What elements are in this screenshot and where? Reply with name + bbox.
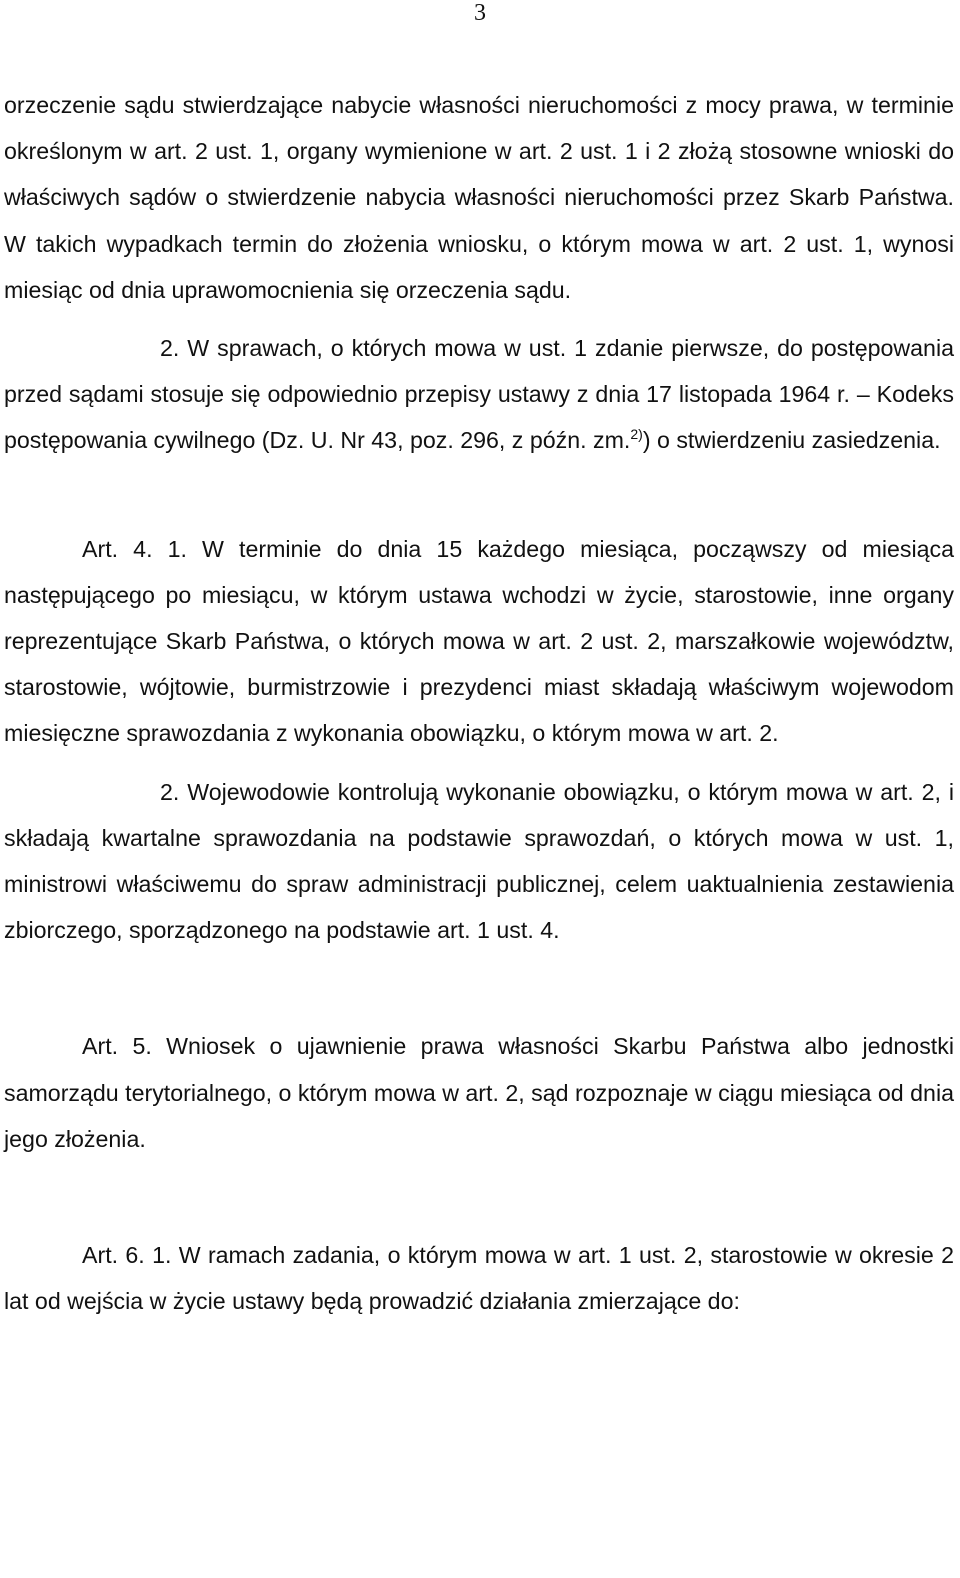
article-4-paragraph-2: 2. Wojewodowie kontrolują wykonanie obowiązku, o którym mowa w art. 2, i składają kwartalne sprawozdania na podstawie sprawozdań, o których mowa w ust. 1, ministrowi właściwemu do spraw administracji publicznej, celem uaktualnienia zestawienia zbiorczego, sporządzonego na podstawie art. 1 ust. 4.: [4, 778, 954, 944]
document-body: [4, 82, 954, 1324]
paragraph-ust-2: [4, 325, 954, 464]
article-6-paragraph-1: Art. 6. 1. W ramach zadania, o którym mowa w art. 1 ust. 2, starostowie w okresie 2 lat od wejścia w życie ustawy będą prowadzić działania zmierzające do:: [4, 1242, 954, 1315]
paragraph-continuation: orzeczenie sądu stwierdzające nabycie własności nieruchomości z mocy prawa, w terminie określonym w art. 2 ust. 1, organy wymienione w art. 2 ust. 1 i 2 złożą stosowne wnioski do właściwych sądów o stwierdzenie nabycia własności nieruchomości przez Skarb Państwa. W takich wypadkach termin do złożenia wniosku, o którym mowa w art. 2 ust. 1, wynosi miesiąc od dnia uprawomocnienia się orzeczenia sądu.: [4, 92, 954, 303]
article-5: Art. 5. Wniosek o ujawnienie prawa własności Skarbu Państwa albo jednostki samorządu terytorialnego, o którym mowa w art. 2, sąd rozpoznaje w ciągu miesiąca od dnia jego złożenia.: [4, 1033, 954, 1152]
footnote-reference: 2): [630, 426, 643, 443]
paragraph-ust-2-text: 2. W sprawach, o których mowa w ust. 1 zdanie pierwsze, do postępowania przed sądami stosuje się odpowiednio przepisy ustawy z dnia 17 listopada 1964 r. – Kodeks postępowania cywilnego (Dz. U. Nr 43, poz. 296, z późn. zm.: [4, 335, 954, 454]
article-4-paragraph-1: Art. 4. 1. W terminie do dnia 15 każdego miesiąca, począwszy od miesiąca następującego po miesiącu, w którym ustawa wchodzi w życie, starostowie, inne organy reprezentujące Skarb Państwa, o których mowa w art. 2 ust. 2, marszałkowie województw, starostowie, wójtowie, burmistrzowie i prezydenci miast składają właściwym wojewodom miesięczne sprawozdania z wykonania obowiązku, o którym mowa w art. 2.: [4, 535, 954, 747]
page-number: 3: [474, 0, 486, 26]
paragraph-ust-2-end: ) o stwierdzeniu zasiedzenia.: [642, 427, 941, 454]
